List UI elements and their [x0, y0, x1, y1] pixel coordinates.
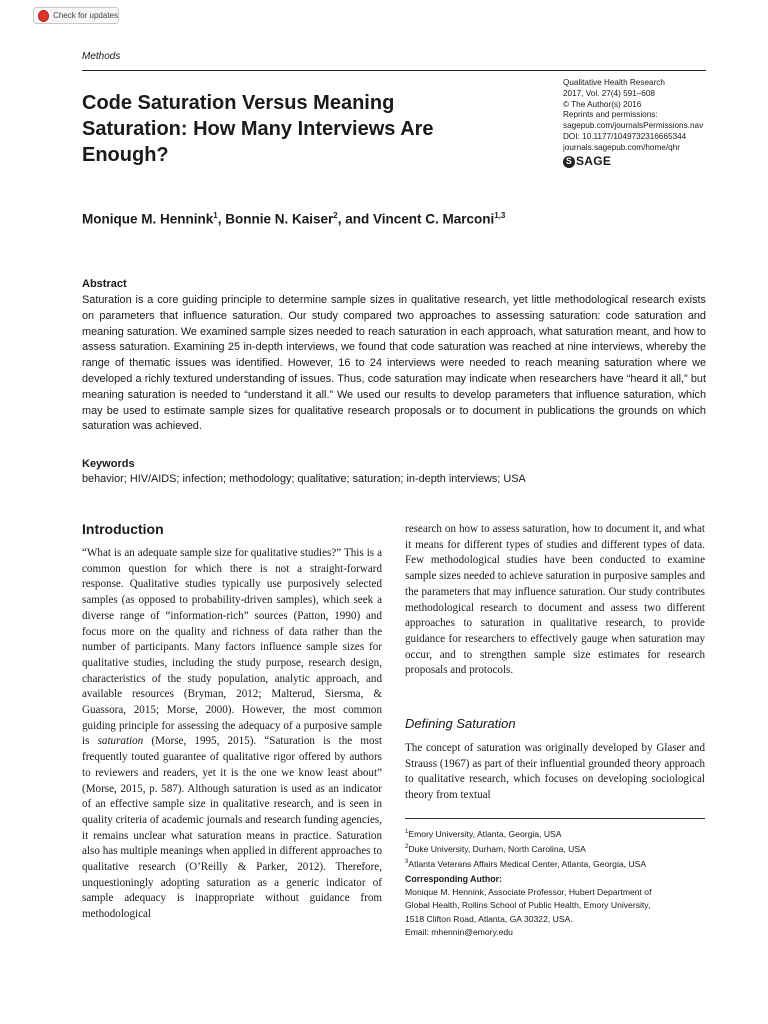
- journal-meta: [563, 78, 723, 168]
- sage-logo-icon: S: [563, 156, 575, 168]
- abstract-heading: Abstract: [82, 278, 127, 290]
- doi[interactable]: DOI: 10.1177/1049732316665344: [563, 131, 687, 141]
- sage-logo: [563, 156, 723, 168]
- abstract-text: Saturation is a core guiding principle to determine sample sizes in qualitative research, yet little methodological research exists on parameters that influence saturation. Our study compared two approaches to assessing saturation: code saturation and meaning saturation. We examined sample sizes needed to reach saturation in each approach, what saturation meant, and how to assess saturation. Examining 25 in-depth interviews, we found that code saturation was reached at nine interviews, whereby the range of thematic issues was identified. However, 16 to 24 interviews were needed to reach meaning saturation where we developed a richly textured understanding of issues. Thus, code saturation may indicate when researchers have “heard it all,” but meaning saturation is needed to “understand it all.” We used our results to develop parameters that influence saturation, which may be used to estimate sample sizes for qualitative research proposals or to document in publications the grounds on which saturation was achieved.: [82, 294, 706, 433]
- author-affiliation-mark: 2: [333, 211, 338, 220]
- affiliation-text: Atlanta Veterans Affairs Medical Center, Atlanta, Georgia, USA: [408, 859, 647, 870]
- author-name: Monique M. Hennink: [82, 211, 214, 227]
- affiliation-mark: 3: [405, 859, 409, 866]
- author-affiliation-mark: 1,3: [494, 211, 506, 220]
- article-title: Code Saturation Versus Meaning Saturation: How Many Interviews Are Enough?: [82, 92, 434, 166]
- keywords-text: behavior; HIV/AIDS; infection; methodology; qualitative; saturation; in-depth interviews; USA: [82, 473, 526, 485]
- author-name: Bonnie N. Kaiser: [225, 211, 334, 227]
- check-for-updates-label: Check for updates: [53, 11, 118, 20]
- corresponding-email[interactable]: Email: mhennin@emory.edu: [405, 926, 513, 937]
- corresponding-line: Global Health, Rollins School of Public Health, Emory University,: [405, 900, 651, 911]
- footnote-rule: [405, 818, 705, 819]
- affiliations: [405, 826, 646, 871]
- check-for-updates-badge[interactable]: [33, 7, 119, 24]
- corresponding-author-details: [405, 886, 651, 939]
- affiliation-text: Duke University, Durham, North Carolina, USA: [408, 844, 586, 855]
- corresponding-line: 1518 Clifton Road, Atlanta, GA 30322, USA.: [405, 913, 573, 924]
- permissions-link[interactable]: sagepub.com/journalsPermissions.nav: [563, 121, 704, 131]
- introduction-heading: Introduction: [82, 521, 164, 537]
- intro-text-part: (Morse, 1995, 2015). “Saturation is the most frequently touted guarantee of qualitative rigor offered by authors to reviewers and readers, yet it is the one we know least about” (Morse, 2015, p. 587). Although saturation is used as an indicator of an effective sample size in qualitative research, and is seen in quality criteria of academic journals and research funding agencies, it remains unclear what saturation means in practice. Saturation also has multiple meanings when applied in different approaches to qualitative research (O’Reilly & Parker, 2012). Therefore, unquestioningly adopting saturation as a generic indicator of sample adequacy is inappropriate without guidance from methodological: [82, 735, 382, 921]
- corresponding-author-heading: Corresponding Author:: [405, 874, 502, 884]
- copyright: © The Author(s) 2016: [563, 99, 642, 109]
- introduction-paragraph: [82, 546, 382, 923]
- section-label: Methods: [82, 51, 121, 62]
- journal-volume: 2017, Vol. 27(4) 591–608: [563, 88, 655, 98]
- journal-name: Qualitative Health Research: [563, 78, 665, 87]
- sage-logo-text: SAGE: [576, 154, 612, 169]
- author-separator: ,: [217, 211, 226, 227]
- header-rule: [82, 70, 706, 71]
- affiliation-item: [405, 841, 646, 856]
- corresponding-line: Monique M. Hennink, Associate Professor, Hubert Department of: [405, 887, 652, 897]
- journal-home-link[interactable]: journals.sagepub.com/home/qhr: [563, 142, 680, 152]
- defining-saturation-heading: Defining Saturation: [405, 716, 516, 731]
- affiliation-item: [405, 826, 646, 841]
- intro-text-part: “What is an adequate sample size for qualitative studies?” This is a common question for which there is not a straight-forward response. Qualitative studies typically use purposively selected samples (as opposed to probability-driven samples), which seek a diverse range of “information-rich” sources (Patton, 1990) and focus more on the quality and richness of data rather than the number of participants. Many factors influence sample sizes for qualitative studies, including the study purpose, research design, characteristics of the study population, analytic approach, and available resources (Bryman, 2012; Malterud, Siersma, & Guassora, 2015; Morse, 2000). However, the most common guiding principle for assessing the adequacy of a purposive sample is: [82, 547, 382, 748]
- affiliation-text: Emory University, Atlanta, Georgia, USA: [408, 828, 562, 839]
- intro-emphasis: saturation: [97, 735, 144, 748]
- defining-saturation-text: The concept of saturation was originally developed by Glaser and Strauss (1967) as part of their influential grounded theory approach to qualitative research, which focuses on developing sociological theory from textual: [405, 742, 705, 802]
- author-list: [82, 211, 505, 227]
- author-separator: , and: [337, 211, 373, 227]
- affiliation-mark: 1: [405, 829, 409, 835]
- affiliation-mark: 2: [405, 844, 409, 851]
- keywords-heading: Keywords: [82, 458, 135, 470]
- reprints-label: Reprints and permissions:: [563, 110, 658, 120]
- affiliation-item: [405, 856, 646, 871]
- author-affiliation-mark: 1: [213, 211, 218, 220]
- crossmark-icon: [38, 10, 49, 22]
- author-name: Vincent C. Marconi: [372, 211, 495, 227]
- introduction-continuation: research on how to assess saturation, how to document it, and what it means for different types of studies and different types of data. Few methodological studies have been conducted to examine sample sizes needed to achieve saturation in purposive samples and the parameters that may influence saturation. Our study contributes methodological research to document and assess two different approaches to saturation in qualitative research, to provide guidance for researchers to effectively gauge when saturation may occur, and to strengthen sample size estimates for research proposals and protocols.: [405, 523, 705, 677]
